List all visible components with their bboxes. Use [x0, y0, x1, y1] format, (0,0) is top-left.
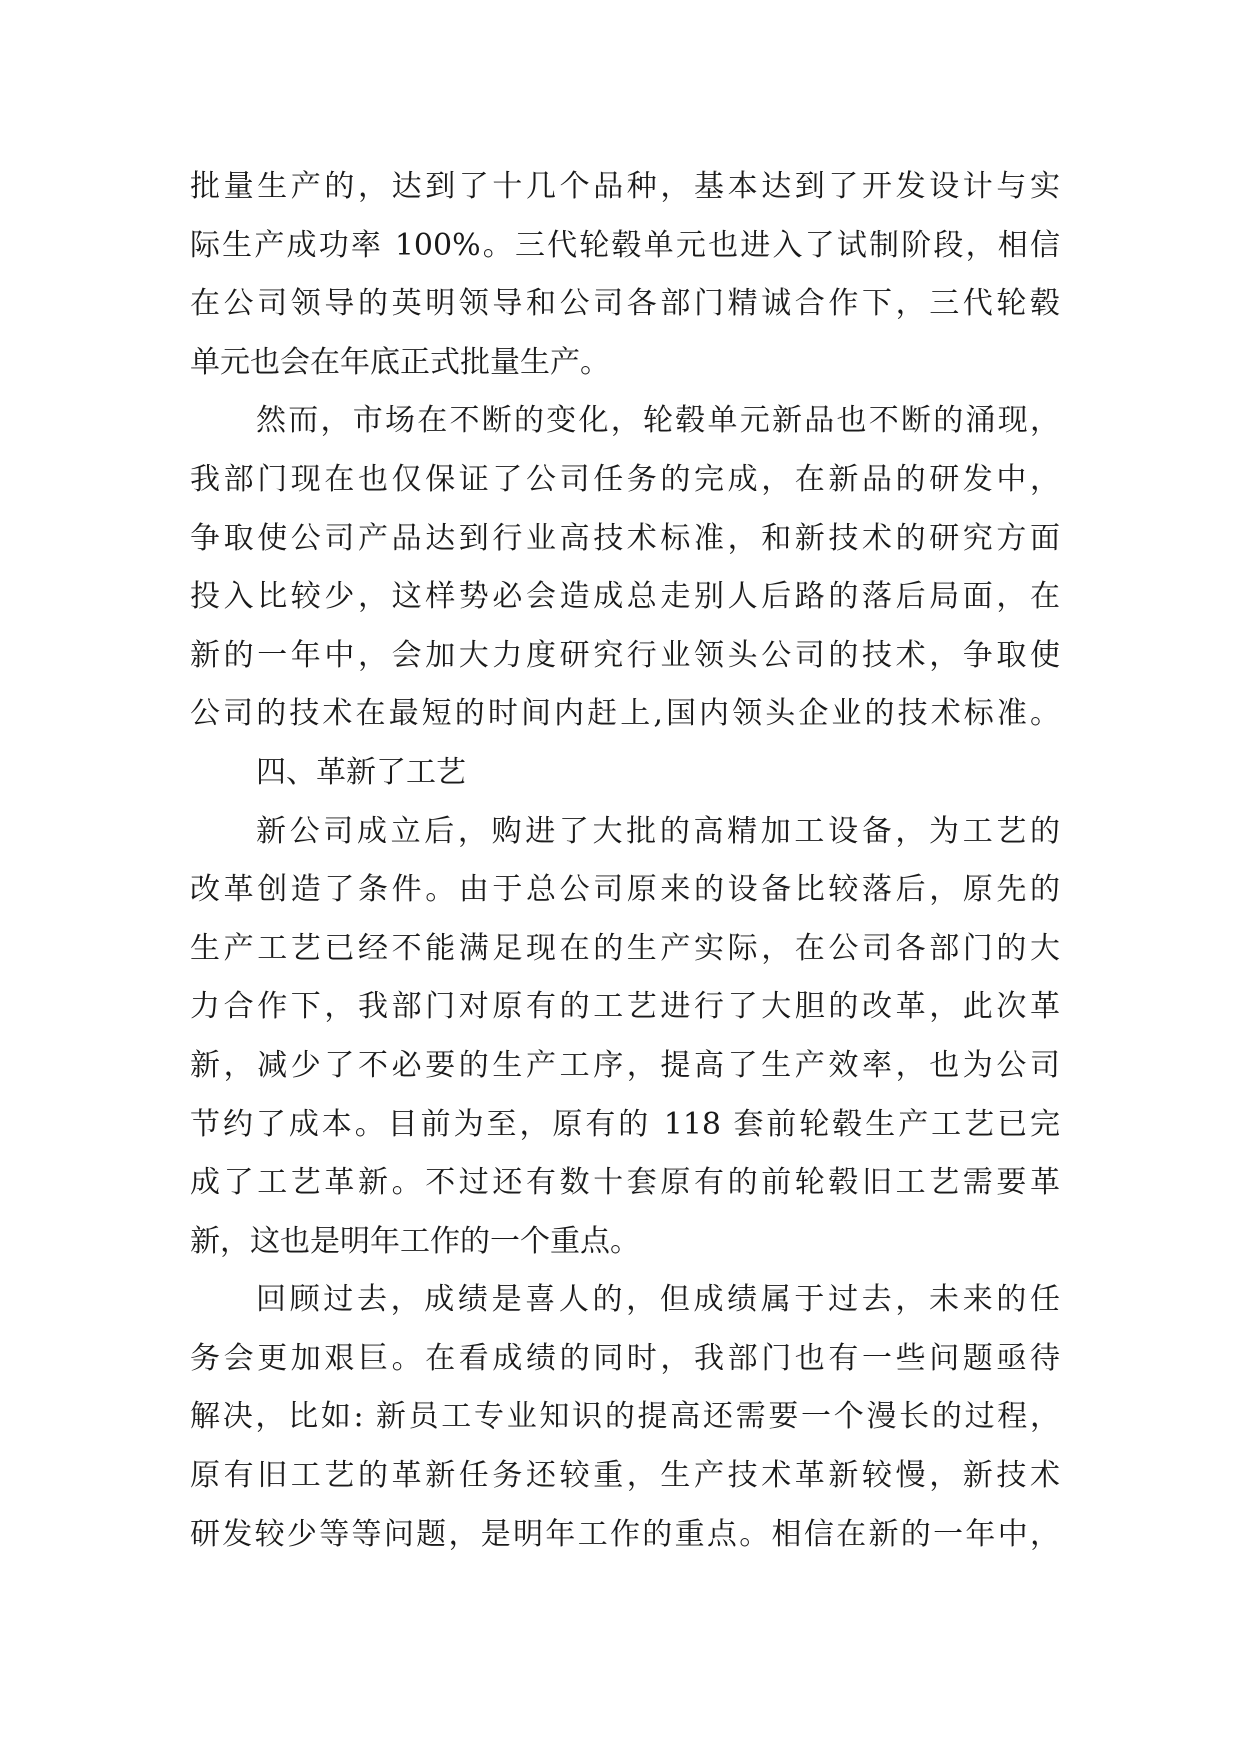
text-line: 际生产成功率 100%。三代轮毂单元也进入了试制阶段，相信: [190, 227, 1060, 263]
text-line: 研发较少等等问题，是明年工作的重点。相信在新的一年中，: [190, 1516, 1060, 1552]
text-line: 我部门现在也仅保证了公司任务的完成，在新品的研发中，: [190, 461, 1060, 497]
text-line: 务会更加艰巨。在看成绩的同时，我部门也有一些问题亟待: [190, 1340, 1060, 1376]
text-line: 原有旧工艺的革新任务还较重，生产技术革新较慢，新技术: [190, 1458, 1060, 1494]
text-line: 成了工艺革新。不过还有数十套原有的前轮毂旧工艺需要革: [190, 1165, 1060, 1201]
body-text: [190, 158, 1060, 1564]
text-line: 新，减少了不必要的生产工序，提高了生产效率，也为公司: [190, 1047, 1060, 1083]
text-line: 投入比较少，这样势必会造成总走别人后路的落后局面，在: [190, 579, 1060, 615]
text-line: 在公司领导的英明领导和公司各部门精诚合作下，三代轮毂: [190, 286, 1060, 322]
text-line: 力合作下，我部门对原有的工艺进行了大胆的改革，此次革: [190, 989, 1060, 1025]
text-line: 公司的技术在最短的时间内赶上,国内领头企业的技术标准。: [190, 696, 1060, 732]
text-line: 新的一年中，会加大力度研究行业领头公司的技术，争取使: [190, 637, 1060, 673]
paragraph-first-line: 然而，市场在不断的变化，轮毂单元新品也不断的涌现，: [256, 403, 1060, 439]
section-heading: 四、革新了工艺: [256, 754, 466, 790]
text-line: 节约了成本。目前为至，原有的 118 套前轮毂生产工艺已完: [190, 1106, 1060, 1142]
text-line: 解决，比如: 新员工专业知识的提高还需要一个漫长的过程，: [190, 1399, 1060, 1435]
text-line: 单元也会在年底正式批量生产。: [190, 344, 610, 380]
text-line: 批量生产的，达到了十几个品种，基本达到了开发设计与实: [190, 169, 1060, 204]
paragraph-first-line: 新公司成立后，购进了大批的高精加工设备，为工艺的: [256, 813, 1060, 849]
text-line: 改革创造了条件。由于总公司原来的设备比较落后，原先的: [190, 872, 1060, 908]
text-line: 新，这也是明年工作的一个重点。: [190, 1223, 640, 1259]
paragraph-first-line: 回顾过去，成绩是喜人的，但成绩属于过去，未来的任: [256, 1282, 1060, 1318]
text-line: 争取使公司产品达到行业高技术标准，和新技术的研究方面: [190, 520, 1060, 556]
text-line: 生产工艺已经不能满足现在的生产实际，在公司各部门的大: [190, 930, 1060, 966]
